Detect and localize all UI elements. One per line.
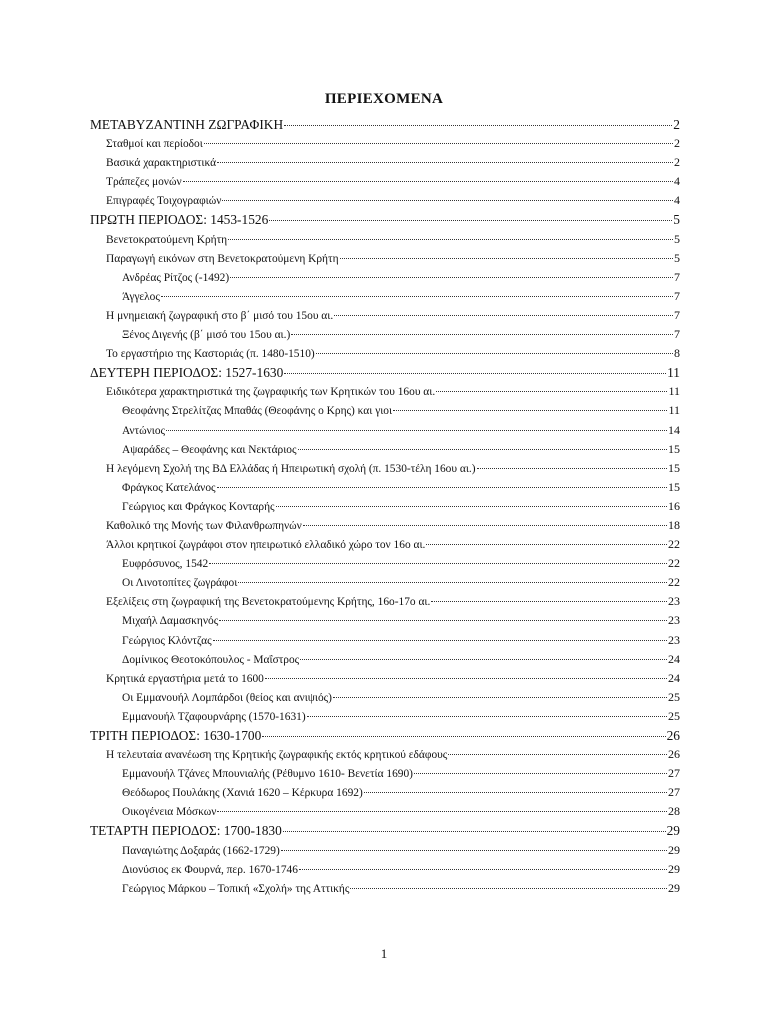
dot-leader [209, 563, 667, 564]
toc-entry-title: Άλλοι κρητικοί ζωγράφοι στον ηπειρωτικό ελλαδικό χώρο τον 16ο αι. [106, 539, 426, 552]
toc-entry-page: 29 [666, 823, 680, 839]
toc-entry-page: 18 [668, 517, 680, 532]
toc-entry [90, 785, 680, 804]
dot-leader [414, 773, 667, 774]
toc-entry-title: ΠΡΩΤΗ ΠΕΡΙΟΔΟΣ: 1453-1526 [90, 212, 269, 228]
dot-leader [219, 620, 667, 621]
toc-entry [90, 136, 680, 155]
dot-leader [204, 143, 673, 144]
toc-entry-page: 29 [668, 861, 680, 876]
dot-leader [217, 162, 673, 163]
toc-entry-page: 2 [674, 136, 680, 151]
toc-entry-page: 5 [673, 212, 680, 228]
toc-entry-title: Επιγραφές Τοιχογραφιών [106, 195, 222, 208]
toc-entry-page: 7 [674, 327, 680, 342]
toc-entry [90, 423, 680, 442]
dot-leader [393, 410, 667, 411]
toc-entry-title: Οι Εμμανουήλ Λομπάρδοι (θείος και ανιψιός) [122, 691, 332, 704]
toc-entry [90, 155, 680, 174]
dot-leader [316, 353, 673, 354]
dot-leader [448, 754, 667, 755]
dot-leader [161, 296, 673, 297]
dot-leader [262, 736, 665, 737]
toc-entry [90, 766, 680, 785]
toc-entry-page: 23 [668, 594, 680, 609]
dot-leader [291, 334, 673, 335]
toc-entry-title: Παναγιώτης Δοξαράς (1662-1729) [122, 844, 280, 857]
toc-entry-page: 23 [668, 632, 680, 647]
toc-entry-page: 5 [674, 231, 680, 246]
toc-entry [90, 881, 680, 900]
dot-leader [340, 258, 673, 259]
toc-entry [90, 823, 680, 842]
dot-leader [217, 487, 667, 488]
toc-entry-page: 22 [668, 556, 680, 571]
toc-entry [90, 747, 680, 766]
dot-leader [183, 181, 673, 182]
toc-entry-page: 29 [668, 842, 680, 857]
dot-leader [431, 601, 667, 602]
toc-entry-title: Βασικά χαρακτηριστικά [106, 157, 217, 170]
toc-entry-title: Δομίνικος Θεοτοκόπουλος - Μαΐστρος [122, 653, 300, 666]
toc-entry-title: Η τελευταία ανανέωση της Κρητικής ζωγραφικής εκτός κρητικού εδάφους [106, 749, 448, 762]
toc-entry-title: ΔΕΥΤΕΡΗ ΠΕΡΙΟΔΟΣ: 1527-1630 [90, 365, 284, 381]
toc-entry-page: 7 [674, 288, 680, 303]
toc-entry [90, 575, 680, 594]
toc-entry [90, 461, 680, 480]
toc-entry-page: 11 [667, 365, 680, 381]
toc-entry-page: 11 [668, 384, 680, 399]
toc-entry [90, 232, 680, 251]
toc-entry [90, 174, 680, 193]
toc-entry-page: 15 [668, 441, 680, 456]
toc-entry-title: Άγγελος [122, 290, 160, 303]
toc-entry-title: Κρητικά εργαστήρια μετά το 1600 [106, 672, 264, 685]
toc-entry-page: 27 [668, 766, 680, 781]
dot-leader [222, 200, 673, 201]
dot-leader [307, 716, 667, 717]
page-number: 1 [380, 946, 388, 961]
toc-entry-title: Αψαράδες – Θεοφάνης και Νεκτάριος [122, 443, 297, 456]
toc-entry-page: 22 [668, 575, 680, 590]
toc-entry-title: Θεόδωρος Πουλάκης (Χανιά 1620 – Κέρκυρα 1692) [122, 787, 363, 800]
toc-entry [90, 594, 680, 613]
toc-entry [90, 499, 680, 518]
dot-leader [300, 659, 667, 660]
toc-entry-page: 2 [673, 117, 680, 132]
dot-leader [284, 125, 672, 126]
toc-entry-page: 7 [674, 269, 680, 284]
toc-entry [90, 289, 680, 308]
dot-leader [283, 831, 666, 832]
toc-entry-title: ΤΡΙΤΗ ΠΕΡΙΟΔΟΣ: 1630-1700 [90, 728, 262, 743]
dot-leader [213, 640, 667, 641]
toc-entry-page: 25 [668, 689, 680, 704]
toc-entry-page: 4 [674, 193, 680, 208]
toc-entry-page: 29 [668, 880, 680, 895]
dot-leader [477, 468, 667, 469]
toc-entry-title: Διονύσιος εκ Φουρνά, περ. 1670-1746 [122, 863, 298, 876]
toc-entry-title: Οικογένεια Μόσκων [122, 806, 217, 819]
toc-entry [90, 327, 680, 346]
dot-leader [284, 373, 666, 374]
table-of-contents [90, 117, 680, 900]
toc-entry-title: Παραγωγή εικόνων στη Βενετοκρατούμενη Κρήτη [106, 252, 339, 265]
toc-entry-title: Ξένος Διγενής (β΄ μισό του 15ου αι.) [122, 329, 291, 342]
toc-entry [90, 346, 680, 365]
toc-entry-page: 7 [674, 307, 680, 322]
toc-entry [90, 843, 680, 862]
page-title: ΠΕΡΙΕΧΟΜΕΝΑ [324, 91, 444, 107]
toc-entry-page: 14 [668, 422, 680, 437]
toc-entry [90, 633, 680, 652]
dot-leader [230, 277, 673, 278]
toc-entry-title: Καθολικό της Μονής των Φιλανθρωπηνών [106, 519, 302, 532]
toc-entry-page: 26 [668, 747, 680, 762]
toc-entry-page: 4 [674, 174, 680, 189]
dot-leader [276, 506, 667, 507]
toc-entry [90, 556, 680, 575]
toc-entry-page: 5 [674, 250, 680, 265]
dot-leader [217, 811, 667, 812]
toc-entry [90, 652, 680, 671]
toc-entry [90, 728, 680, 747]
toc-entry [90, 480, 680, 499]
toc-entry [90, 862, 680, 881]
toc-entry [90, 613, 680, 632]
toc-entry [90, 518, 680, 537]
toc-entry-title: Ειδικότερα χαρακτηριστικά της ζωγραφικής των Κρητικών του 16ου αι. [106, 386, 436, 399]
toc-entry [90, 308, 680, 327]
dot-leader [228, 239, 673, 240]
toc-entry-page: 11 [668, 403, 680, 418]
toc-entry-title: Φράγκος Κατελάνος [122, 481, 216, 494]
toc-entry [90, 671, 680, 690]
toc-entry-title: Το εργαστήριο της Καστοριάς (π. 1480-1510) [106, 348, 315, 361]
toc-entry-page: 22 [668, 537, 680, 552]
dot-leader [281, 850, 667, 851]
toc-entry [90, 193, 680, 212]
toc-entry-title: Ανδρέας Ρίτζος (-1492) [122, 271, 230, 284]
dot-leader [426, 544, 667, 545]
toc-entry [90, 384, 680, 403]
toc-entry-title: Οι Λινοτοπίτες ζωγράφοι [122, 577, 238, 590]
toc-entry-title: Η μνημειακή ζωγραφική στο β΄ μισό του 15ου αι. [106, 309, 334, 322]
dot-leader [298, 449, 667, 450]
dot-leader [436, 391, 667, 392]
toc-entry-title: Γεώργιος και Φράγκος Κονταρής [122, 500, 275, 513]
toc-entry-page: 16 [668, 498, 680, 513]
dot-leader [166, 430, 667, 431]
toc-entry [90, 270, 680, 289]
toc-entry-title: Μιχαήλ Δαμασκηνός [122, 615, 219, 628]
dot-leader [265, 678, 667, 679]
toc-entry [90, 537, 680, 556]
toc-entry-title: Τράπεζες μονών [106, 176, 182, 189]
dot-leader [299, 869, 667, 870]
toc-entry [90, 403, 680, 422]
toc-entry-page: 27 [668, 785, 680, 800]
toc-entry-title: Εμμανουήλ Τζάνες Μπουνιαλής (Ρέθυμνο 1610- Βενετία 1690) [122, 768, 413, 781]
dot-leader [350, 888, 667, 889]
dot-leader [303, 525, 667, 526]
toc-entry-title: Θεοφάνης Στρελίτζας Μπαθάς (Θεοφάνης ο Κρης) και γιοι [122, 405, 393, 418]
toc-entry-title: Ευφρόσυνος, 1542 [122, 558, 209, 571]
toc-entry [90, 804, 680, 823]
toc-entry-page: 24 [668, 670, 680, 685]
toc-entry [90, 212, 680, 231]
toc-entry [90, 690, 680, 709]
dot-leader [364, 792, 667, 793]
toc-entry-page: 15 [668, 479, 680, 494]
toc-entry-title: Εμμανουήλ Τζαφουρνάρης (1570-1631) [122, 710, 306, 723]
toc-entry [90, 117, 680, 136]
toc-entry [90, 251, 680, 270]
toc-entry-title: Αντώνιος [122, 424, 166, 437]
toc-entry-title: ΜΕΤΑΒΥΖΑΝΤΙΝΗ ΖΩΓΡΑΦΙΚΗ [90, 117, 284, 132]
dot-leader [269, 220, 672, 221]
toc-entry [90, 365, 680, 384]
toc-entry-page: 28 [668, 804, 680, 819]
toc-entry-title: Σταθμοί και περίοδοι [106, 138, 203, 151]
toc-entry-page: 2 [674, 155, 680, 170]
toc-entry-title: ΤΕΤΑΡΤΗ ΠΕΡΙΟΔΟΣ: 1700-1830 [90, 823, 282, 839]
toc-entry-title: Εξελίξεις στη ζωγραφική της Βενετοκρατούμενης Κρήτης, 16ο-17ο αι. [106, 596, 431, 609]
toc-entry-page: 25 [668, 708, 680, 723]
dot-leader [333, 697, 667, 698]
toc-entry-page: 8 [674, 346, 680, 361]
toc-entry-title: Γεώργιος Κλόντζας [122, 634, 212, 647]
toc-entry [90, 709, 680, 728]
toc-entry-page: 15 [668, 460, 680, 475]
toc-entry [90, 442, 680, 461]
dot-leader [334, 315, 673, 316]
toc-entry-page: 23 [668, 613, 680, 628]
toc-entry-title: Η λεγόμενη Σχολή της ΒΔ Ελλάδας ή Ηπειρωτική σχολή (π. 1530-τέλη 16ου αι.) [106, 462, 476, 475]
toc-entry-title: Βενετοκρατούμενη Κρήτη [106, 233, 228, 246]
toc-entry-page: 24 [668, 651, 680, 666]
dot-leader [238, 582, 667, 583]
toc-entry-page: 26 [666, 728, 680, 743]
toc-entry-title: Γεώργιος Μάρκου – Τοπική «Σχολή» της Αττικής [122, 882, 350, 895]
